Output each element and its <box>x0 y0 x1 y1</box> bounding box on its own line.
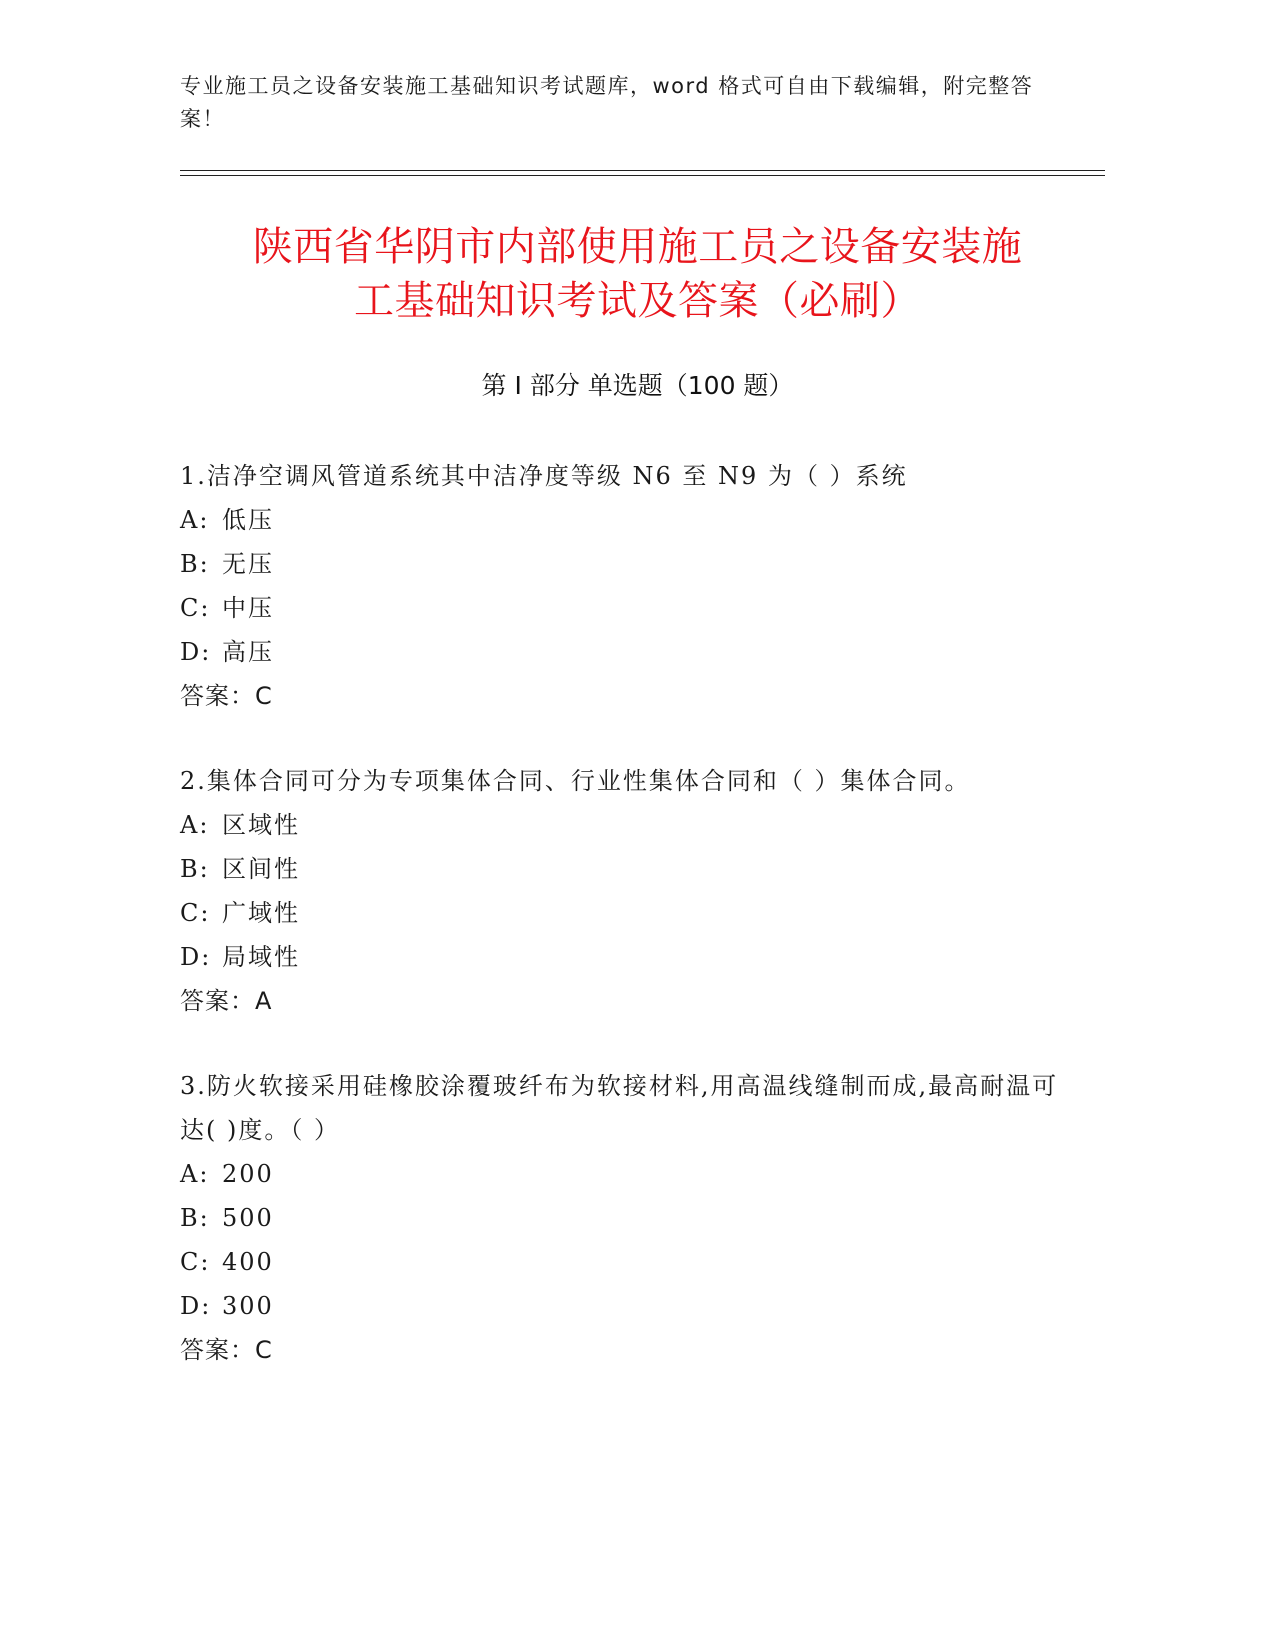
question-2 <box>180 759 1060 1023</box>
question-stem: 3.防火软接采用硅橡胶涂覆玻纤布为软接材料,用高温线缝制而成,最高耐温可达( )度。（ ） <box>180 1072 1059 1144</box>
option-letter: A: <box>180 506 210 534</box>
option-letter: B: <box>180 1204 210 1232</box>
option-letter: D: <box>180 638 212 666</box>
question-stem: 2.集体合同可分为专项集体合同、行业性集体合同和（ ）集体合同。 <box>180 767 971 795</box>
option-text: 广域性 <box>222 899 300 927</box>
document-title-line-2: 工基础知识考试及答案（必刷） <box>354 278 921 324</box>
document-title-line-1: 陕西省华阴市内部使用施工员之设备安装施 <box>252 224 1023 270</box>
answer: 答案：C <box>180 1336 273 1364</box>
question-1 <box>180 454 1060 718</box>
option-letter: B: <box>180 550 210 578</box>
option-text: 区域性 <box>222 811 300 839</box>
option-text: 局域性 <box>222 943 300 971</box>
option-d <box>180 935 1060 979</box>
option-b <box>180 1196 1060 1240</box>
option-a <box>180 1152 1060 1196</box>
option-text: 中压 <box>222 594 274 622</box>
option-a <box>180 498 1060 542</box>
option-b <box>180 847 1060 891</box>
question-stem: 1.洁净空调风管道系统其中洁净度等级 N6 至 N9 为（ ）系统 <box>180 462 908 490</box>
option-text: 500 <box>222 1204 274 1232</box>
answer: 答案：A <box>180 987 273 1015</box>
option-c <box>180 891 1060 935</box>
option-text: 400 <box>222 1248 274 1276</box>
option-d <box>180 1284 1060 1328</box>
option-c <box>180 586 1060 630</box>
option-a <box>180 803 1060 847</box>
question-3 <box>180 1064 1060 1372</box>
option-letter: D: <box>180 943 212 971</box>
option-letter: C: <box>180 594 211 622</box>
option-letter: A: <box>180 811 210 839</box>
option-text: 200 <box>222 1160 274 1188</box>
option-letter: C: <box>180 1248 211 1276</box>
header-note: 专业施工员之设备安装施工基础知识考试题库，word 格式可自由下载编辑，附完整答案！ <box>180 74 1034 131</box>
header-divider-top <box>180 170 1105 171</box>
option-letter: A: <box>180 1160 210 1188</box>
section-title: 第 I 部分 单选题（100 题） <box>481 371 794 400</box>
answer: 答案：C <box>180 682 273 710</box>
option-c <box>180 1240 1060 1284</box>
option-letter: C: <box>180 899 211 927</box>
option-text: 低压 <box>222 506 274 534</box>
header-divider-bottom <box>180 175 1105 176</box>
option-d <box>180 630 1060 674</box>
option-text: 区间性 <box>222 855 300 883</box>
option-text: 300 <box>222 1292 274 1320</box>
option-b <box>180 542 1060 586</box>
option-letter: D: <box>180 1292 212 1320</box>
option-text: 无压 <box>222 550 274 578</box>
document-title <box>150 220 1125 328</box>
option-letter: B: <box>180 855 210 883</box>
option-text: 高压 <box>222 638 274 666</box>
